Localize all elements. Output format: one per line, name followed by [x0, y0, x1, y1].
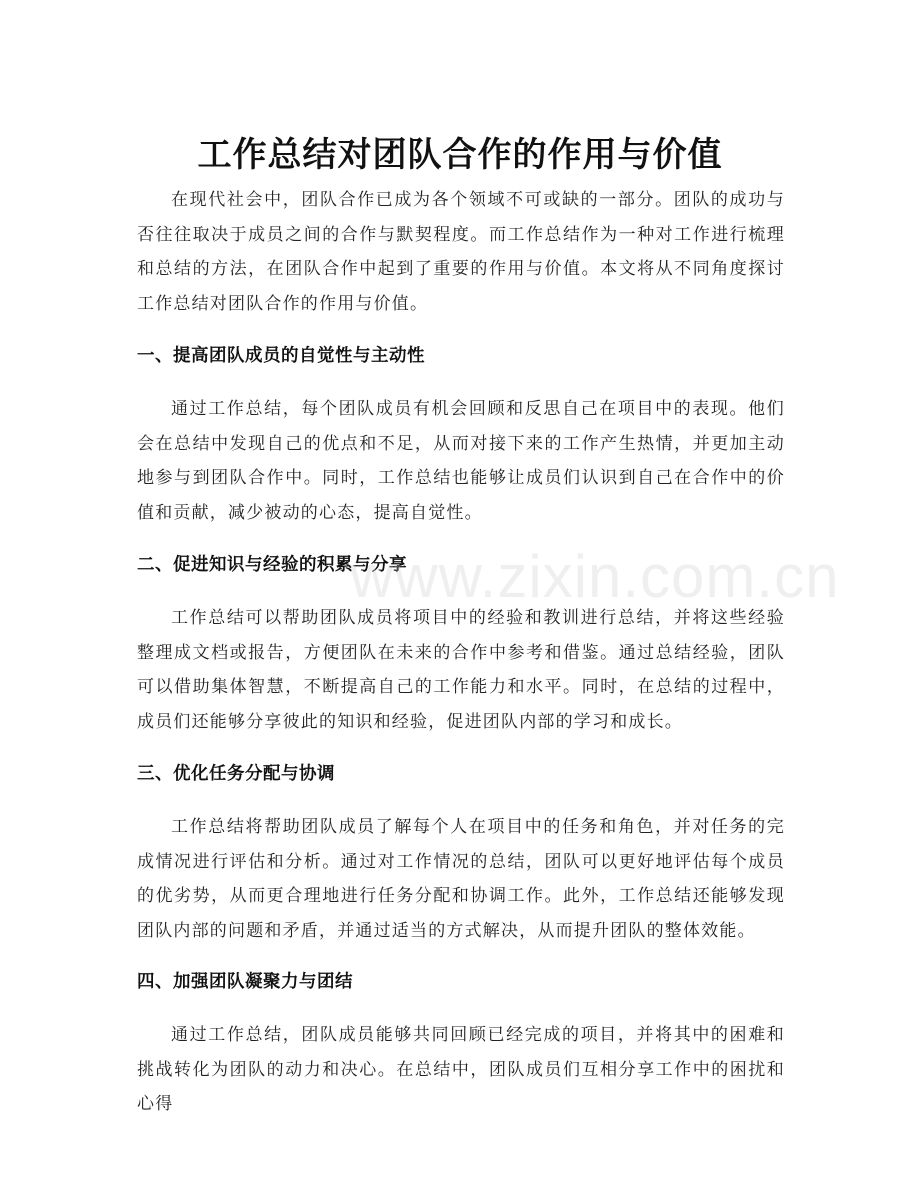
- section-body-3: 工作总结将帮助团队成员了解每个人在项目中的任务和角色，并对任务的完成情况进行评估和分析。通过对工作情况的总结，团队可以更好地评估每个成员的优劣势，从而更合理地进行任务分配和协调工作。此外，工作总结还能够发现团队内部的问题和矛盾，并通过适当的方式解决，从而提升团队的整体效能。: [137, 817, 785, 942]
- section-body-1: 通过工作总结，每个团队成员有机会回顾和反思自己在项目中的表现。他们会在总结中发现自己的优点和不足，从而对接下来的工作产生热情，并更加主动地参与到团队合作中。同时，工作总结也能够让成员们认识到自己在合作中的价值和贡献，减少被动的心态，提高自觉性。: [137, 399, 785, 524]
- section-body-4: 通过工作总结，团队成员能够共同回顾已经完成的项目，并将其中的困难和挑战转化为团队的动力和决心。在总结中，团队成员们互相分享工作中的困扰和心得: [137, 1025, 785, 1115]
- section-heading-2: 二、促进知识与经验的积累与分享: [137, 555, 407, 575]
- document-title: 工作总结对团队合作的作用与价值: [197, 134, 723, 175]
- section-heading-4: 四、加强团队凝聚力与团结: [137, 972, 353, 992]
- section-heading-3: 三、优化任务分配与协调: [137, 764, 335, 784]
- section-heading-1: 一、提高团队成员的自觉性与主动性: [137, 346, 425, 366]
- section-body-2: 工作总结可以帮助团队成员将项目中的经验和教训进行总结，并将这些经验整理成文档或报告，方便团队在未来的合作中参考和借鉴。通过总结经验，团队可以借助集体智慧，不断提高自己的工作能力和水平。同时，在总结的过程中，成员们还能够分享彼此的知识和经验，促进团队内部的学习和成长。: [137, 608, 785, 733]
- watermark: www.zixin.com.cn: [350, 543, 840, 610]
- intro-paragraph: 在现代社会中，团队合作已成为各个领域不可或缺的一部分。团队的成功与否往往取决于成员之间的合作与默契程度。而工作总结作为一种对工作进行梳理和总结的方法，在团队合作中起到了重要的作用与价值。本文将从不同角度探讨工作总结对团队合作的作用与价值。: [137, 190, 785, 315]
